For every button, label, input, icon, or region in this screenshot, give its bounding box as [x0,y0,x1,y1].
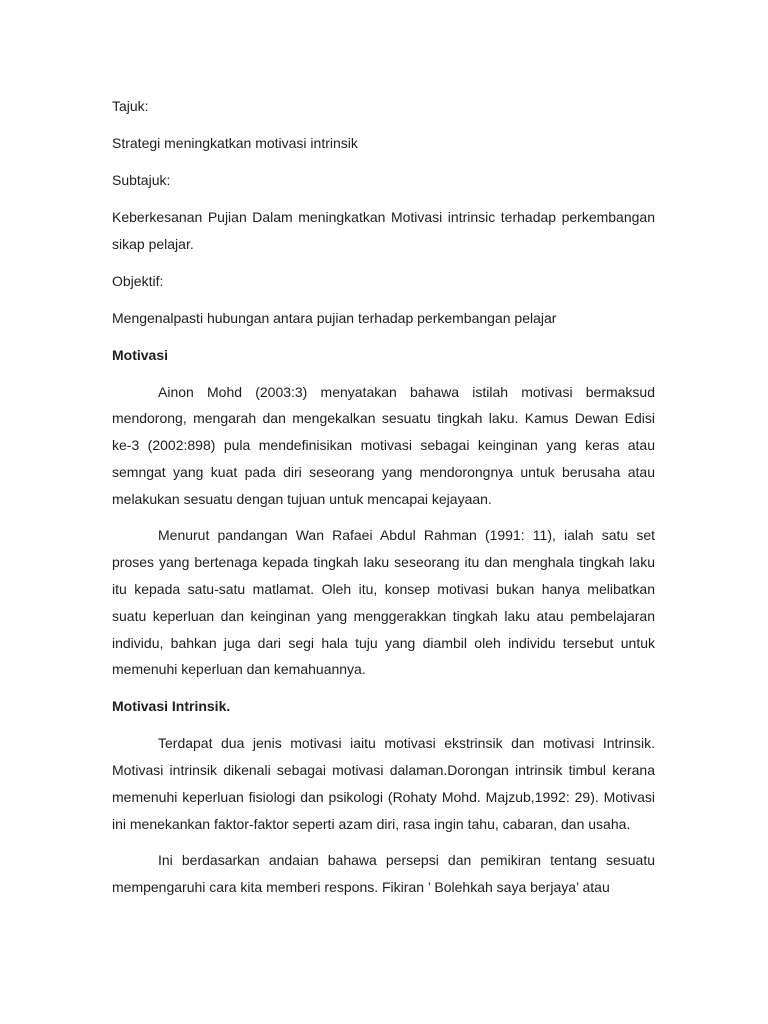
document-objective: Mengenalpasti hubungan antara pujian terhadap perkembangan pelajar [112,309,557,326]
subtitle-label: Subtajuk: [112,172,171,188]
paragraph: Menurut pandangan Wan Rafaei Abdul Rahman (1991: 11), ialah satu set proses yang bertenaga kepada tingkah laku seseorang itu dan menghala tingkah laku itu kepada satu-satu matlamat. Oleh itu, konsep motivasi bukan hanya melibatkan suatu keperluan dan keinginan yang menggerakkan tingkah laku atau pembelajaran individu, bahkan juga dari segi hala tuju yang diambil oleh individu tersebut untuk memenuhi keperluan dan kemahuannya. [112,527,655,678]
paragraph: Ini berdasarkan andaian bahawa persepsi dan pemikiran tentang sesuatu mempengaruhi cara kita memberi respons. Fikiran ’ Bolehkah saya berjaya’ atau [112,852,655,896]
paragraph: Ainon Mohd (2003:3) menyatakan bahawa istilah motivasi bermaksud mendorong, mengarah dan mengekalkan sesuatu tingkah laku. Kamus Dewan Edisi ke-3 (2002:898) pula mendefinisikan motivasi sebagai keinginan yang keras atau semngat yang kuat pada diri seseorang yang mendorongnya untuk berusaha atau melakukan sesuatu dengan tujuan untuk mencapai kejayaan. [112,383,655,507]
section-heading: Motivasi Intrinsik. [112,698,231,715]
section-motivasi [112,342,655,684]
document-body [112,93,655,911]
section-heading: Motivasi [112,346,169,363]
document-title: Strategi meningkatkan motivasi intrinsik [112,135,358,151]
title-label: Tajuk: [112,98,149,114]
document-subtitle: Keberkesanan Pujian Dalam meningkatkan Motivasi intrinsic terhadap perkembangan sikap pelajar. [112,209,655,252]
section-motivasi-intrinsik [112,693,655,901]
objective-label: Objektif: [112,272,164,289]
paragraph: Terdapat dua jenis motivasi iaitu motivasi ekstrinsik dan motivasi Intrinsik. Motivasi intrinsik dikenali sebagai motivasi dalaman.Dorongan intrinsik timbul kerana memenuhi keperluan fisiologi dan psikologi (Rohaty Mohd. Majzub,1992: 29). Motivasi ini menekankan faktor-faktor seperti azam diri, rasa ingin tahu, cabaran, dan usaha. [112,735,655,832]
